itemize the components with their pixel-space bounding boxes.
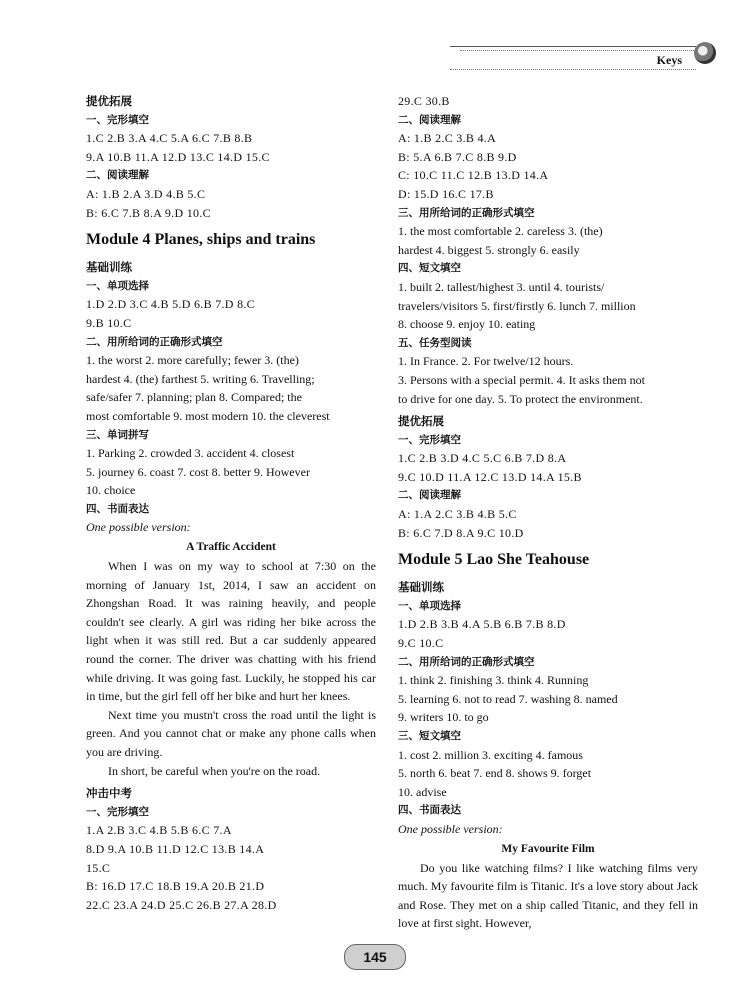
answer-line: B: 6.C 7.D 8.A 9.C 10.D: [398, 525, 524, 540]
answer-line: 1.D 2.B 3.B 4.A 5.B 6.B 7.B 8.D: [398, 617, 566, 632]
subsection-heading: 四、书面表达: [398, 804, 461, 817]
answer-line: 9.A 10.B 11.A 12.D 13.C 14.D 15.C: [86, 149, 270, 164]
answer-line: 1. In France. 2. For twelve/12 hours.: [398, 354, 574, 369]
subsection-heading: 四、书面表达: [86, 502, 149, 515]
answer-line: 22.C 23.A 24.D 25.C 26.B 27.A 28.D: [86, 897, 277, 912]
answer-line: B: 16.D 17.C 18.B 19.A 20.B 21.D: [86, 879, 265, 894]
answer-line: 5. journey 6. coast 7. cost 8. better 9. However: [86, 464, 310, 479]
answer-line: B: 6.C 7.B 8.A 9.D 10.C: [86, 205, 211, 220]
answer-line: 1. think 2. finishing 3. think 4. Running: [398, 673, 589, 688]
answer-line: hardest 4. biggest 5. strongly 6. easily: [398, 242, 580, 257]
answer-line: 8.D 9.A 10.B 11.D 12.C 13.B 14.A: [86, 841, 265, 856]
subsection-heading: 二、阅读理解: [86, 169, 149, 182]
page-number: 145: [344, 944, 406, 970]
answer-line: 29.C 30.B: [398, 94, 450, 108]
subsection-heading: 一、完形填空: [398, 433, 461, 446]
answer-line: travelers/visitors 5. first/firstly 6. lunch 7. million: [398, 298, 636, 313]
answer-line: D: 15.D 16.C 17.B: [398, 186, 494, 201]
possible-version-label: One possible version:: [398, 821, 503, 836]
answer-line: 1. Parking 2. crowded 3. accident 4. closest: [86, 446, 295, 461]
answer-line: A: 1.B 2.C 3.B 4.A: [398, 131, 497, 146]
answer-line: 1. the worst 2. more carefully; fewer 3. (the): [86, 353, 299, 368]
subsection-heading: 四、短文填空: [398, 262, 461, 275]
flower-ornament-icon: [694, 42, 716, 64]
module-title: Module 5 Lao She Teahouse: [398, 551, 590, 569]
essay-paragraph: Do you like watching films? I like watching films very much. My favourite film is Titanic. It's a love story about Jack and Rose. They met on a ship called Titanic, and they fell in love at first sight. However,: [398, 860, 698, 931]
left-column: [86, 92, 376, 914]
subsection-heading: 一、完形填空: [86, 113, 149, 126]
answer-line: B: 5.A 6.B 7.C 8.B 9.D: [398, 149, 517, 164]
essay-title: A Traffic Accident: [186, 541, 276, 554]
answer-line: 1.C 2.B 3.D 4.C 5.C 6.B 7.D 8.A: [398, 451, 567, 466]
answer-line: 1.D 2.D 3.C 4.B 5.D 6.B 7.D 8.C: [86, 297, 255, 312]
section-heading: 提优拓展: [398, 414, 444, 429]
subsection-heading: 一、单项选择: [398, 599, 461, 612]
module-title: Module 4 Planes, ships and trains: [86, 231, 316, 249]
answer-line: 1. the most comfortable 2. careless 3. (the): [398, 224, 603, 239]
subsection-heading: 一、单项选择: [86, 279, 149, 292]
section-heading: 基础训练: [86, 260, 132, 275]
answer-line: 8. choose 9. enjoy 10. eating: [398, 317, 536, 332]
answer-line: 10. advise: [398, 784, 447, 799]
answer-line: 1.A 2.B 3.C 4.B 5.B 6.C 7.A: [86, 823, 232, 838]
subsection-heading: 二、用所给词的正确形式填空: [398, 655, 535, 668]
answer-line: to drive for one day. 5. To protect the environment.: [398, 391, 643, 406]
header-rule-bottom: [450, 69, 696, 70]
answer-line: safe/safer 7. planning; plan 8. Compared; the: [86, 390, 302, 405]
possible-version-label: One possible version:: [86, 520, 191, 535]
page-header: [450, 36, 730, 76]
header-rule: [450, 46, 696, 47]
subsection-heading: 一、完形填空: [86, 805, 149, 818]
answer-line: hardest 4. (the) farthest 5. writing 6. Travelling;: [86, 371, 315, 386]
answer-line: C: 10.C 11.C 12.B 13.D 14.A: [398, 168, 549, 183]
answer-line: 1. cost 2. million 3. exciting 4. famous: [398, 747, 583, 762]
subsection-heading: 二、阅读理解: [398, 489, 461, 502]
answer-line: 9.B 10.C: [86, 315, 132, 330]
answer-line: 9. writers 10. to go: [398, 710, 489, 725]
answer-line: most comfortable 9. most modern 10. the cleverest: [86, 408, 330, 423]
subsection-heading: 二、用所给词的正确形式填空: [86, 335, 223, 348]
answer-line: 9.C 10.C: [398, 636, 444, 651]
subsection-heading: 三、用所给词的正确形式填空: [398, 206, 535, 219]
section-heading: 提优拓展: [86, 94, 132, 108]
essay-paragraph: In short, be careful when you're on the road.: [108, 763, 321, 778]
answer-line: 9.C 10.D 11.A 12.C 13.D 14.A 15.B: [398, 469, 582, 484]
answer-line: 1. built 2. tallest/highest 3. until 4. tourists/: [398, 279, 605, 294]
answer-line: 10. choice: [86, 483, 136, 498]
essay-title: My Favourite Film: [501, 842, 595, 855]
answer-line: 15.C: [86, 860, 111, 875]
essay-paragraph: Next time you mustn't cross the road until the light is green. And you cannot chat or make any phone calls when you are driving.: [86, 707, 376, 759]
answer-line: 5. north 6. beat 7. end 8. shows 9. forget: [398, 766, 592, 781]
answer-line: A: 1.B 2.A 3.D 4.B 5.C: [86, 186, 206, 201]
subsection-heading: 三、短文填空: [398, 730, 461, 742]
answer-line: 1.C 2.B 3.A 4.C 5.A 6.C 7.B 8.B: [86, 131, 253, 146]
answer-line: 5. learning 6. not to read 7. washing 8. named: [398, 691, 618, 706]
header-label: Keys: [656, 53, 682, 67]
subsection-heading: 三、单词拼写: [86, 428, 149, 441]
subsection-heading: 二、阅读理解: [398, 113, 461, 126]
header-rule-dotted: [460, 50, 696, 51]
section-heading: 冲击中考: [86, 786, 132, 801]
subsection-heading: 五、任务型阅读: [398, 336, 472, 349]
right-column: [398, 92, 698, 933]
answer-line: A: 1.A 2.C 3.B 4.B 5.C: [398, 507, 517, 522]
section-heading: 基础训练: [398, 580, 444, 595]
answer-line: 3. Persons with a special permit. 4. It asks them not: [398, 372, 645, 387]
essay-paragraph: When I was on my way to school at 7:30 on the morning of January 1st, 2014, I saw an accident on Zhongshan Road. It was raining heavily, and people couldn't see clearly. A girl was riding her bike across the light when it was still red. But a car suddenly appeared round the corner. The driver was chatting with his friend while driving. It was going fast. Luckily, he stopped his car in time, but the girl fell off her bike and hurt her knees.: [86, 559, 376, 704]
